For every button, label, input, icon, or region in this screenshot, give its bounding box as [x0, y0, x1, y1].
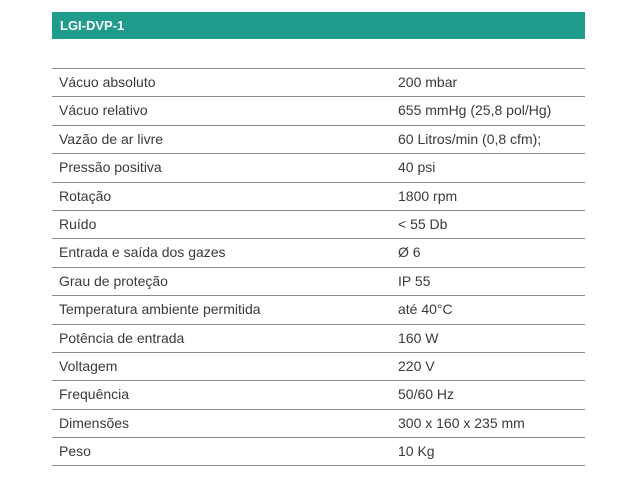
spec-value: 40 psi — [398, 159, 436, 176]
table-row — [52, 381, 585, 409]
spec-value: 60 Litros/min (0,8 cfm); — [398, 130, 542, 147]
spec-value: 50/60 Hz — [398, 386, 455, 403]
spec-label: Dimensões — [59, 414, 130, 431]
spec-table — [52, 68, 585, 466]
product-title-bar — [52, 12, 585, 39]
spec-label: Peso — [59, 443, 91, 460]
spec-value: 10 Kg — [398, 443, 435, 460]
spec-label: Entrada e saída dos gazes — [59, 244, 226, 261]
spec-label: Rotação — [59, 187, 112, 204]
spec-value: 160 W — [398, 329, 439, 346]
spec-value: < 55 Db — [398, 215, 448, 232]
table-row — [52, 154, 585, 182]
table-row — [52, 268, 585, 296]
spec-label: Frequência — [59, 386, 130, 403]
spec-label: Vácuo absoluto — [59, 74, 156, 90]
table-row — [52, 211, 585, 239]
table-row — [52, 325, 585, 353]
spec-label: Temperatura ambiente permitida — [59, 301, 261, 318]
spec-label: Vazão de ar livre — [59, 130, 164, 147]
spec-value: até 40°C — [398, 301, 453, 318]
table-row — [52, 353, 585, 381]
table-row — [52, 410, 585, 438]
table-row — [52, 69, 585, 97]
spec-value: IP 55 — [398, 272, 431, 289]
table-row — [52, 296, 585, 324]
spec-value: 220 V — [398, 357, 435, 374]
spec-value: 300 x 160 x 235 mm — [398, 414, 525, 431]
table-row — [52, 183, 585, 211]
product-title: LGI-DVP-1 — [60, 18, 125, 33]
spec-label: Potência de entrada — [59, 329, 185, 346]
table-row — [52, 438, 585, 466]
table-row — [52, 126, 585, 154]
spec-label: Grau de proteção — [59, 272, 168, 289]
spec-value: 655 mmHg (25,8 pol/Hg) — [398, 102, 552, 119]
spec-label: Vácuo relativo — [59, 102, 148, 119]
table-row — [52, 97, 585, 125]
spec-label: Pressão positiva — [59, 159, 162, 176]
spec-value: 1800 rpm — [398, 187, 458, 204]
table-row — [52, 239, 585, 267]
spec-value: Ø 6 — [398, 244, 421, 261]
spec-label: Ruído — [59, 215, 97, 232]
spec-value: 200 mbar — [398, 74, 458, 90]
spec-label: Voltagem — [59, 357, 118, 374]
